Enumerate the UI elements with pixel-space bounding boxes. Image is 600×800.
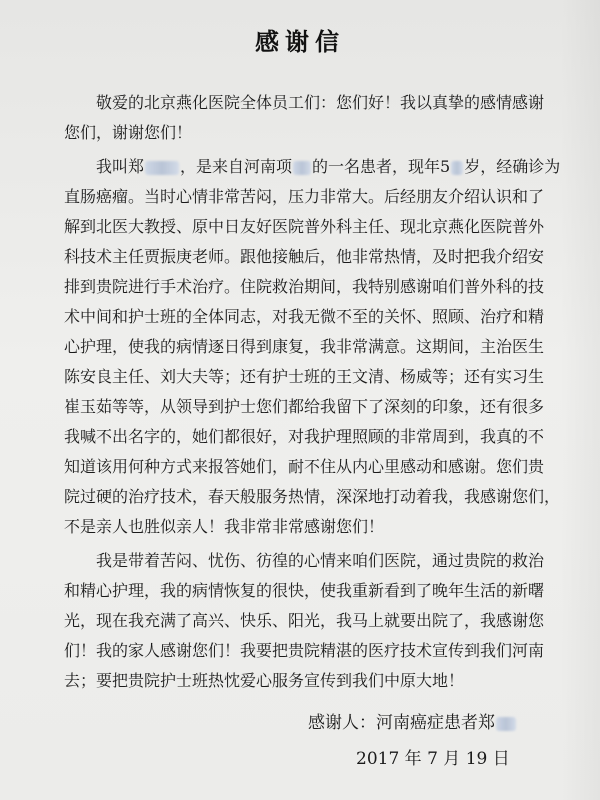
text-line: 不是亲人也胜似亲人！我非常非常感谢您们！ [64,517,385,536]
text-line: 知道该用何种方式来报答她们，耐不住从内心里感动和感谢。您们贵 [64,457,545,476]
redacted-age-blur [451,161,463,175]
text-line: 院过硬的治疗技术，春天般服务热情，深深地打动着我，我感谢您们， [64,487,561,506]
text-segment: 的一名患者，现年5 [312,157,451,176]
text-line: 们！我的家人感谢您们！我要把贵院精湛的医疗技术宣传到我们河南 [64,641,545,660]
redacted-place-blur [293,161,311,175]
text-line: 光，现在我充满了高兴、快乐、阳光，我马上就要出院了，我感谢您 [64,611,545,630]
text-line-redacted [64,152,561,182]
signature-line [308,708,517,733]
page-shadow [560,0,600,800]
redacted-signature-blur [496,717,516,731]
text-line: 心护理，使我的病情逐日得到康复，我非常满意。这期间，主治医生 [64,337,545,356]
text-segment: 我叫郑 [96,157,145,176]
text-line: 排到贵院进行手术治疗。住院救治期间，我特别感谢咱们普外科的技 [64,277,545,296]
text-line: 我喊不出名字的，她们都很好，对我护理照顾的非常周到，我真的不 [64,427,545,446]
letter-body [64,88,561,696]
text-line: 科技术主任贾振庚老师。跟他接触后，他非常热情，及时把我介绍安 [64,247,545,266]
text-segment: ，是来自河南项 [180,157,293,176]
text-line: 敬爱的北京燕化医院全体员工们：您们好！我以真挚的感情感谢 [96,93,545,112]
text-line: 您们，谢谢您们！ [64,123,193,142]
text-line: 和精心护理，我的病情恢复的很快，使我重新看到了晚年生活的新曙 [64,581,545,600]
text-line: 直肠癌瘤。当时心情非常苦闷，压力非常大。后经朋友介绍认识和了 [64,187,545,206]
text-segment: 岁，经确诊为 [464,157,561,176]
text-line: 去；要把贵院护士班热忱爱心服务宣传到我们中原大地！ [64,671,465,690]
text-line: 陈安良主任、刘大夫等；还有护士班的王文清、杨威等；还有实习生 [64,367,545,386]
letter-title: 感谢信 [255,27,345,56]
text-line: 崔玉茹等等，从领导到护士您们都给我留下了深刻的印象，还有很多 [64,397,545,416]
text-line: 解到北医大教授、原中日友好医院普外科主任、现北京燕化医院普外 [64,217,545,236]
letter-date: 2017 年 7 月 19 日 [356,749,510,769]
redacted-name-blur [145,161,179,175]
signature-text: 感谢人：河南癌症患者郑 [308,713,495,733]
text-line: 术中间和护士班的全体同志，对我无微不至的关怀、照顾、治疗和精 [64,307,545,326]
text-line: 我是带着苦闷、忧伤、彷徨的心情来咱们医院，通过贵院的救治 [96,551,545,570]
